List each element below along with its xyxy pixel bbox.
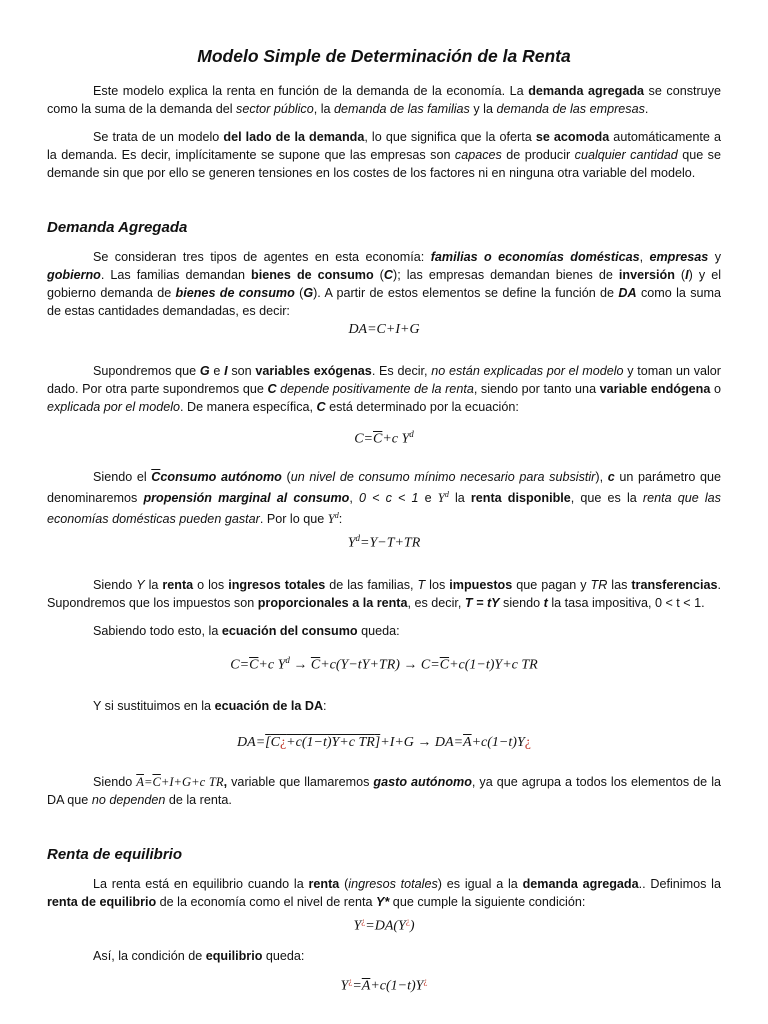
- section-heading-renta-equilibrio: Renta de equilibrio: [47, 846, 183, 864]
- demanda-paragraph-1: [47, 248, 721, 320]
- text: Y: [415, 978, 424, 994]
- text: Este modelo explica la renta en función de la demanda de la economía. La: [93, 84, 529, 98]
- text: siendo: [499, 595, 544, 610]
- demanda-paragraph-2: [47, 362, 721, 416]
- text: renta que las economías domésticas pueden gastar: [47, 490, 721, 527]
- text: y la: [469, 102, 497, 116]
- text: , que es la: [570, 490, 643, 505]
- text: Sabiendo todo esto, la: [93, 623, 222, 638]
- text: (: [294, 286, 304, 300]
- text: , lo que significa que la oferta: [364, 130, 536, 144]
- text: de la renta.: [165, 793, 232, 808]
- text: C: [267, 382, 277, 396]
- text: Siendo: [93, 577, 137, 592]
- text: d: [285, 654, 290, 665]
- text: =: [352, 978, 362, 994]
- equation-renta-disponible: [47, 528, 721, 554]
- text: del lado de la demanda: [223, 130, 365, 144]
- text: C=: [230, 657, 250, 673]
- text: Se trata de un modelo: [93, 130, 224, 144]
- text: (Y−tY+TR): [335, 657, 400, 673]
- text: ),: [595, 469, 608, 484]
- text: como la suma de estas cantidades demandadas, es decir:: [47, 286, 721, 318]
- text: $\overline{C}$: [373, 431, 383, 447]
- text: 0 < c < 1: [359, 490, 419, 505]
- text: queda:: [357, 623, 400, 638]
- text: Y: [437, 490, 445, 505]
- text: (1−t): [386, 978, 416, 994]
- text: ]: [374, 735, 381, 751]
- text: T = tY: [464, 595, 500, 610]
- text: Y: [353, 919, 362, 934]
- text: las: [607, 577, 632, 592]
- text: Supondremos que: [93, 364, 200, 378]
- demanda-paragraph-6: [47, 697, 721, 715]
- intro-paragraph-2: [47, 128, 721, 182]
- text: proporcionales a la renta: [257, 595, 408, 610]
- text: Siendo: [93, 775, 137, 790]
- section-heading-demanda-agregada: Demanda Agregada: [47, 219, 188, 236]
- text: que pagan y: [512, 577, 591, 592]
- text: . Supondremos que los impuestos son: [47, 577, 721, 610]
- text: y toman un valor dado. Por otra parte supondremos que: [47, 364, 721, 396]
- text: empresas: [649, 250, 709, 264]
- text: ¿: [279, 735, 287, 751]
- text: (1−t): [464, 657, 495, 673]
- text: Y: [340, 978, 349, 994]
- text: :: [323, 699, 327, 714]
- text: está determinado por la ecuación:: [325, 400, 519, 414]
- text: Y+c TR: [494, 657, 538, 673]
- text: d: [355, 533, 361, 544]
- text: +I+G → DA=: [380, 735, 464, 751]
- text: y: [708, 250, 721, 264]
- text: de la economía como el nivel de renta: [156, 895, 376, 910]
- text: . Las familias demandan: [100, 268, 252, 282]
- text: e: [209, 364, 225, 378]
- text: demanda agregada: [522, 877, 639, 892]
- text: +c Y: [382, 431, 410, 447]
- text: Y+c TR: [331, 735, 375, 751]
- text: consumo autónomo: [160, 469, 282, 484]
- text: ); las empresas demandan bienes de: [393, 268, 619, 282]
- text: ¿: [405, 916, 410, 927]
- text: +c: [449, 657, 465, 673]
- text: [: [265, 735, 271, 751]
- text: (: [373, 268, 384, 282]
- text: Así, la condición de: [93, 949, 206, 963]
- text: la: [144, 577, 163, 592]
- text: TR: [590, 577, 608, 592]
- text: (: [674, 268, 686, 282]
- text: +c: [286, 735, 302, 751]
- text: . Por lo que: [259, 512, 328, 527]
- text: =DA: [365, 919, 394, 934]
- text: de producir: [501, 148, 575, 162]
- equation-da-sustituida: [47, 733, 721, 753]
- text: $\overline{C}$: [249, 657, 259, 673]
- text: se acomoda: [535, 130, 610, 144]
- text: ) es igual a la: [437, 877, 523, 892]
- text: familias o economías domésticas: [430, 250, 640, 264]
- text: (Y: [393, 919, 406, 934]
- text: demanda agregada: [528, 84, 645, 98]
- text: de las familias,: [325, 577, 418, 592]
- text: bienes de consumo: [251, 268, 374, 282]
- text: G: [303, 286, 314, 300]
- text: T: [417, 577, 426, 592]
- text: C: [383, 268, 393, 282]
- text: variables exógenas: [255, 364, 372, 378]
- text: ,: [639, 250, 650, 264]
- text: sector público: [236, 102, 314, 116]
- demanda-paragraph-5: [47, 622, 721, 640]
- text: Siendo el: [93, 469, 152, 484]
- text: d: [444, 489, 449, 499]
- text: , ya que agrupa a todos los elementos de la DA que: [47, 775, 722, 808]
- text: , es decir,: [407, 595, 465, 610]
- text: =Y−T+TR: [360, 535, 421, 551]
- text: que cumple la siguiente condición:: [389, 895, 586, 910]
- text: . Es decir,: [371, 364, 432, 378]
- intro-paragraph-1: [47, 82, 721, 118]
- text: $\overline{C}$: [310, 657, 321, 673]
- text: $\overline{A}$: [361, 978, 371, 994]
- text: no están explicadas por el modelo: [431, 364, 624, 378]
- text: c: [607, 469, 615, 484]
- text: demanda de las empresas: [496, 102, 645, 116]
- text: , siendo por tanto una: [473, 382, 600, 396]
- text: la: [448, 490, 471, 505]
- text: bienes de consumo: [175, 286, 295, 300]
- text: Y: [516, 735, 525, 751]
- text: ¿: [524, 735, 531, 751]
- text: que se demande sin que por ello se generen tensiones en los costes de los factores ni en ninguna otra variable del modelo.: [47, 148, 721, 180]
- text: ¿: [361, 916, 366, 927]
- text: (: [339, 877, 349, 892]
- text: ¿: [348, 976, 353, 986]
- text: +c: [471, 735, 488, 751]
- text: renta: [308, 877, 340, 892]
- text: Y: [327, 512, 335, 527]
- text: d: [334, 510, 339, 520]
- equation-da: DA=C+I+G: [348, 322, 420, 337]
- text: queda:: [262, 949, 305, 963]
- text: $\overline{C}$: [439, 657, 450, 673]
- text: variable endógena: [599, 382, 711, 396]
- text: e: [418, 490, 438, 505]
- text: ): [409, 919, 415, 934]
- equation-da-bracket-group: [265, 735, 380, 750]
- demanda-paragraph-3: [47, 468, 721, 528]
- text: gobierno: [47, 268, 101, 282]
- text: impuestos: [449, 577, 513, 592]
- text: $\overline{C}$: [151, 469, 161, 484]
- text: +c: [370, 978, 386, 994]
- text: ingresos totales: [228, 577, 326, 592]
- equation-equilibrio: [47, 911, 721, 937]
- text: (: [281, 469, 291, 484]
- text: equilibrio: [205, 949, 263, 963]
- text: C=: [354, 431, 373, 447]
- text: ) y el gobierno demanda de: [47, 268, 721, 300]
- text: ecuación de la DA: [214, 699, 324, 714]
- text: Y*: [376, 895, 390, 910]
- text: o: [710, 382, 721, 396]
- text: cualquier cantidad: [574, 148, 678, 162]
- text: +I+G+c TR: [160, 775, 224, 790]
- text: :: [338, 512, 343, 527]
- text: o los: [193, 577, 229, 592]
- text: gasto autónomo: [373, 775, 472, 790]
- text: C: [270, 735, 280, 751]
- text: $\overline{C}$: [152, 775, 161, 790]
- text: ,: [349, 490, 359, 505]
- text: un parámetro que denominaremos: [47, 469, 722, 505]
- text: automáticamente a la demanda. Es decir, implícitamente se supone que las empresas son: [47, 130, 722, 162]
- text: propensión marginal al consumo: [143, 490, 350, 505]
- text: ¿: [423, 976, 428, 986]
- page-title: Modelo Simple de Determinación de la Renta: [197, 46, 571, 66]
- text: renta de equilibrio: [47, 895, 157, 910]
- text: son: [227, 364, 256, 378]
- text: I: [685, 268, 689, 282]
- text: Y si sustituimos en la: [93, 699, 215, 714]
- text: =: [143, 775, 153, 790]
- text: ,: [223, 775, 228, 790]
- text: C: [316, 400, 326, 414]
- text: variable que llamaremos: [227, 775, 374, 790]
- text: d: [409, 429, 414, 439]
- text: +c: [320, 657, 336, 673]
- text: , la: [313, 102, 335, 116]
- text: depende positivamente de la renta: [280, 382, 474, 396]
- text: los: [425, 577, 450, 592]
- text: Se consideran tres tipos de agentes en esta economía:: [93, 250, 431, 264]
- text: no dependen: [91, 793, 166, 808]
- text: inversión: [618, 268, 675, 282]
- text: DA: [618, 286, 637, 300]
- text: → C=: [399, 657, 440, 673]
- text: →: [289, 657, 311, 673]
- text: Y: [347, 535, 356, 551]
- text: Y: [136, 577, 145, 592]
- text: t: [543, 595, 548, 610]
- text: explicada por el modelo: [47, 400, 181, 414]
- text: un nivel de consumo mínimo necesario para subsistir: [290, 469, 596, 484]
- text: (1−t): [301, 735, 332, 751]
- text: .: [644, 102, 649, 116]
- text: (1−t): [487, 735, 517, 751]
- text: demanda de las familias: [334, 102, 470, 116]
- equation-condicion-equilibrio: [47, 971, 721, 997]
- text: G: [199, 364, 210, 378]
- text: DA=: [237, 735, 266, 751]
- text: $\overline{A}$: [463, 735, 472, 751]
- demanda-paragraph-4: [47, 576, 721, 612]
- text: ). A partir de estos elementos se define la función de: [313, 286, 619, 300]
- text: capaces: [454, 148, 502, 162]
- demanda-paragraph-7: [47, 773, 721, 809]
- text: la tasa impositiva, 0 < t < 1.: [547, 595, 705, 610]
- text: ingresos totales: [348, 877, 438, 892]
- text: I: [224, 364, 228, 378]
- text: .. Definimos la: [638, 877, 721, 892]
- text: . De manera específica,: [180, 400, 317, 414]
- text: se construye como la suma de la demanda del: [47, 84, 721, 116]
- text: renta: [162, 577, 194, 592]
- equilibrio-paragraph-1: [47, 875, 721, 911]
- text: $\overline{A}$: [136, 775, 144, 790]
- equation-consumo: [47, 424, 721, 450]
- text: transferencias: [631, 577, 718, 592]
- text: renta disponible: [470, 490, 571, 505]
- text: ecuación del consumo: [221, 623, 358, 638]
- text: La renta está en equilibrio cuando la: [93, 877, 309, 892]
- equilibrio-paragraph-2: [47, 947, 721, 965]
- text: +c Y: [258, 657, 286, 673]
- equation-consumo-completa: [47, 650, 721, 676]
